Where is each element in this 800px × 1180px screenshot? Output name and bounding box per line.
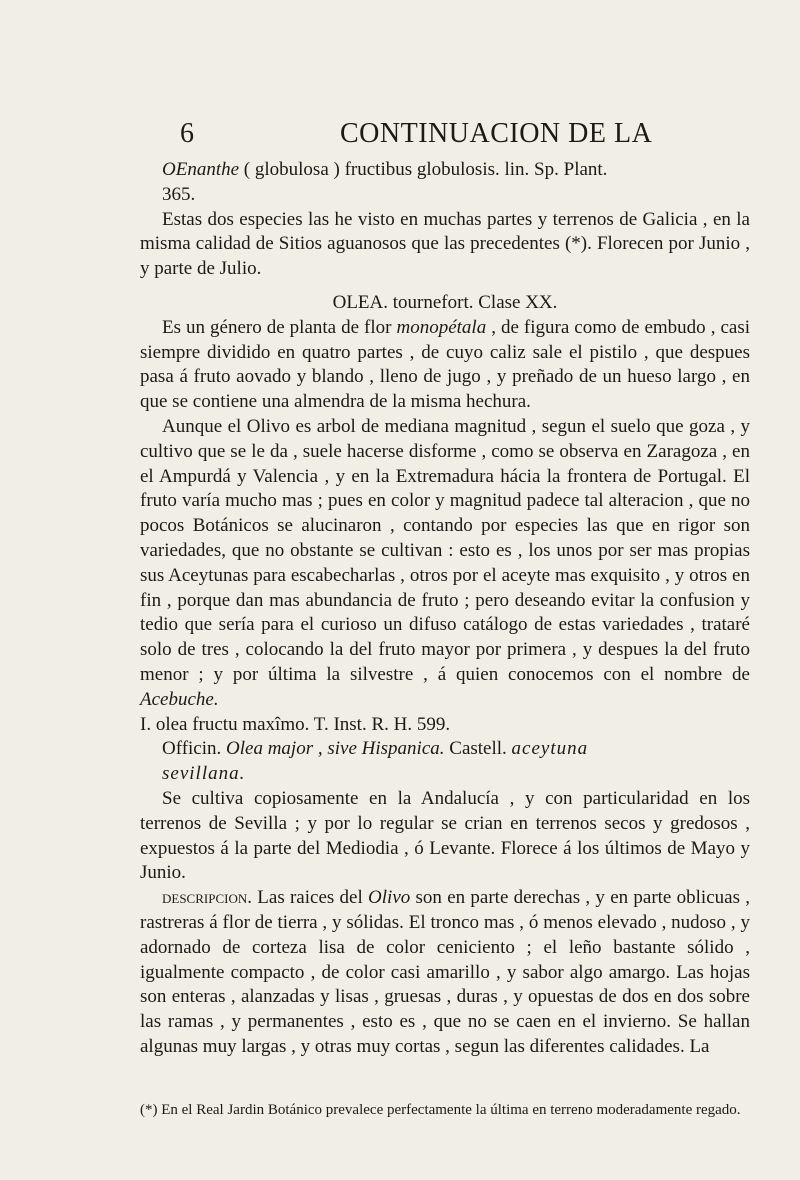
descripcion-text-b: Las raices del xyxy=(252,887,369,909)
genero-term: monopétala xyxy=(396,316,487,338)
entry-text: olea fructu maxîmo. T. Inst. R. H. 599. xyxy=(151,713,451,735)
officin-line xyxy=(140,737,750,762)
genero-text-c: , de figura como de embudo , casi siempre dividido en quatro partes , de cuyo caliz sale el pistilo , que despues pasa á fruto aovado y blando , lleno de jugo , y preñado de un hueso largo , en que se contiene una almendra de la misma hechura. xyxy=(140,316,750,413)
officin-vernacular: aceytuna xyxy=(511,738,589,760)
footnote: (*) En el Real Jardin Botánico prevalece perfectamente la última en terreno moderadamente regado. xyxy=(140,1102,741,1118)
officin-vernacular-cont: sevillana. xyxy=(162,763,246,785)
running-title: CONTINUACION DE LA xyxy=(340,118,653,149)
oenanthe-continuation: 365. xyxy=(162,183,196,205)
genero-text-a: Es un género de planta de flor xyxy=(162,316,397,338)
paragraph-descripcion xyxy=(140,886,750,1060)
olivo-term: Olivo xyxy=(368,887,411,909)
paragraph-estas: Estas dos especies las he visto en muchas partes y terrenos de Galicia , en la misma calidad de Sitios aguanosos que las precedentes (*). Florecen por Junio , y parte de Julio. xyxy=(140,208,750,280)
main-text xyxy=(140,158,750,1060)
oenanthe-name: OEnanthe xyxy=(162,159,240,180)
page-header xyxy=(0,118,800,152)
officin-label: Officin. xyxy=(162,738,227,760)
oenanthe-entry xyxy=(140,158,750,183)
descripcion-label: descripcion. xyxy=(162,887,252,909)
officin-continuation xyxy=(140,762,750,787)
entry-i xyxy=(140,713,750,738)
officin-author: Castell. xyxy=(444,738,512,760)
aunque-text: Aunque el Olivo es arbol de mediana magnitud , segun el suelo que goza , y cultivo que se le da , suele hacerse disforme , como se observa en Zaragoza , en el Ampurdá y Valencia , y en la Extremadura hácia la frontera de Portugal. El fruto varía mucho mas ; pues en color y magnitud padece tal alteracion , que no pocos Botánicos se alucinaron , contando por especies las que en rigor son variedades, que no obstante se cultivan : esto es , los unos por ser mas propias sus Aceytunas para escabecharlas , otros por el aceyte mas exquisito , y otros en fin , porque dan mas abundancia de fruto ; pero deseando evitar la confusion y tedio que sería para el curioso un difuso catálogo de estas variedades , trataré solo de tres , colocando la del fruto mayor por primera , y despues la del fruto menor ; y por última la silvestre , á quien conocemos con el nombre de xyxy=(140,415,750,685)
acebuche-term: Acebuche. xyxy=(140,688,219,710)
page-number: 6 xyxy=(180,118,194,149)
paragraph-aunque xyxy=(140,415,750,713)
oenanthe-description: ( globulosa ) fructibus globulosis. lin. Sp. Plant. xyxy=(239,159,608,180)
paragraph-cultiva: Se cultiva copiosamente en la Andalucía , y con particularidad en los terrenos de Sevilla ; y por lo regular se crian en terrenos secos y gredosos , expuestos á la parte del Mediodia , ó Levante. Florece á los últimos de Mayo y Junio. xyxy=(140,787,750,884)
paragraph-genero xyxy=(140,316,750,415)
descripcion-text-d: son en parte derechas , y en parte oblicuas , rastreras á flor de tierra , y sólidas. El tronco mas , ó menos elevado , nudoso , y adornado de corteza lisa de color ceniciento ; el leño bastante sólido , igualmente compacto , de color casi amarillo , y sabor algo amargo. Las hojas son enteras , alanzadas y lisas , gruesas , duras , y opuestas de dos en dos sobre las ramas , y permanentes , esto es , que no se caen en el invierno. Se hallan algunas muy largas , y otras muy cortas , segun las diferentes calidades. La xyxy=(140,887,750,1057)
olea-heading: OLEA. tournefort. Clase XX. xyxy=(332,291,558,313)
entry-number: I. xyxy=(140,713,152,735)
officin-name: Olea major , sive Hispanica. xyxy=(226,738,445,760)
